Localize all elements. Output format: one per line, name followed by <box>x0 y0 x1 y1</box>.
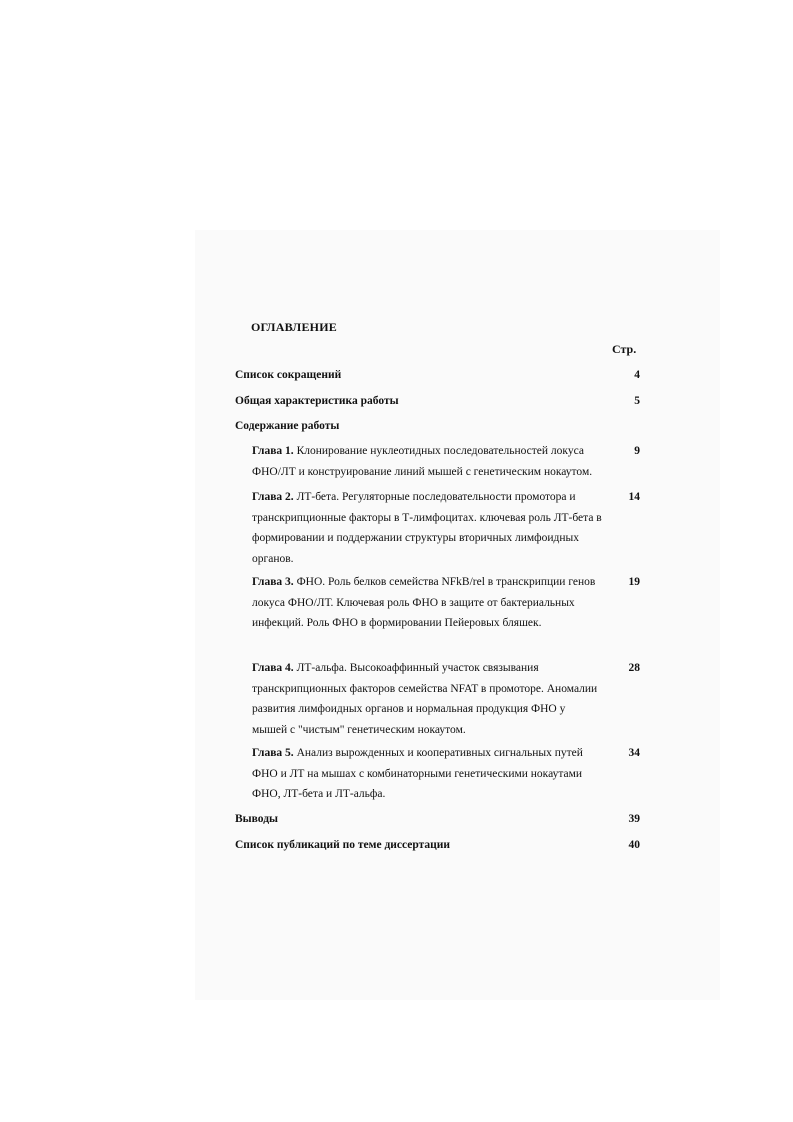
toc-chapter-2 <box>252 487 640 569</box>
toc-entry-page: 5 <box>634 395 640 407</box>
chapter-text: Клонирование нуклеотидных последовательностей локуса ФНО/ЛТ и конструирование линий мышей с генетическим нокаутом. <box>252 445 593 478</box>
toc-heading: ОГЛАВЛЕНИЕ <box>251 320 337 334</box>
chapter-label: Глава 3. <box>252 576 294 588</box>
chapter-page: 28 <box>628 662 640 674</box>
chapter-text: ФНО. Роль белков семейства NFkB/rel в транскрипции генов локуса ФНО/ЛТ. Ключевая роль ФНО в защите от бактериальных инфекций. Роль ФНО в формировании Пейеровых бляшек. <box>252 576 596 629</box>
toc-entry-page: 40 <box>628 839 640 851</box>
toc-chapter-1 <box>252 441 640 482</box>
toc-entry-page: 39 <box>628 813 640 825</box>
toc-chapter-3 <box>252 572 640 634</box>
toc-entry-title: Список сокращений <box>235 369 342 381</box>
chapter-text: ЛТ-альфа. Высокоаффинный участок связывания транскрипционных факторов семейства NFAT в промоторе. Аномалии развития лимфоидных органов и нормальная продукция ФНО у мышей с "чистым" генетическим нокаутом. <box>252 662 598 736</box>
chapter-page: 9 <box>634 445 640 457</box>
chapter-text: Анализ вырожденных и кооперативных сигнальных путей ФНО и ЛТ на мышах с комбинаторными генетическими нокаутами ФНО, ЛТ-бета и ЛТ-альфа. <box>252 747 583 800</box>
chapter-label: Глава 4. <box>252 662 294 674</box>
chapter-label: Глава 2. <box>252 491 294 503</box>
toc-chapter-5 <box>252 743 640 805</box>
chapter-label: Глава 5. <box>252 747 294 759</box>
toc-entry-title: Список публикаций по теме диссертации <box>235 839 451 851</box>
toc-entry-title: Содержание работы <box>235 420 340 432</box>
page-column-label: Стр. <box>612 342 637 356</box>
toc-entry-title: Выводы <box>235 813 278 825</box>
chapter-label: Глава 1. <box>252 445 294 457</box>
chapter-text: ЛТ-бета. Регуляторные последовательности промотора и транскрипционные факторы в Т-лимфоцитах. ключевая роль ЛТ-бета в формировании и поддержании структуры вторичных лимфоидных органов. <box>252 491 602 565</box>
chapter-page: 19 <box>628 576 640 588</box>
toc-entry-page: 4 <box>634 369 640 381</box>
chapter-page: 14 <box>628 491 640 503</box>
toc-entry-title: Общая характеристика работы <box>235 395 399 407</box>
chapter-page: 34 <box>628 747 640 759</box>
toc-chapter-4 <box>252 658 640 740</box>
